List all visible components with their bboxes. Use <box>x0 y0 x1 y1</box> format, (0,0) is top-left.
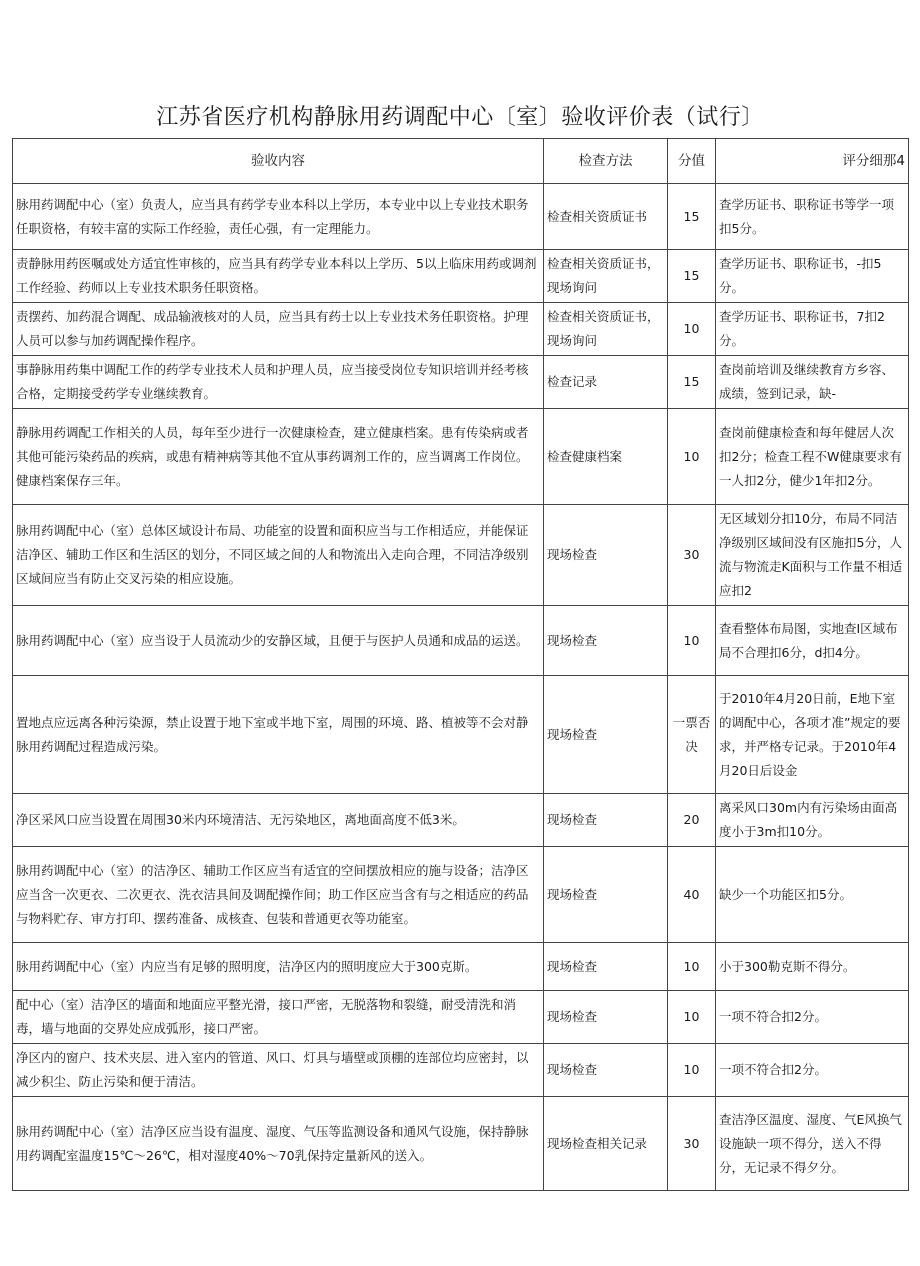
row-detail: 查岗前培训及继续教育方乡容、成绩，签到记录，缺- <box>716 356 909 409</box>
row-content: 静脉用药调配工作相关的人员，每年至少进行一次健康检查，建立健康档案。患有传染病或者其他可能污染药品的疾病，或患有精神病等其他不宜从事药调剂工作的，应当调离工作岗位。健康档案保存三年。 <box>13 409 544 505</box>
row-method: 现场检查 <box>544 676 668 794</box>
evaluation-table <box>12 138 909 1191</box>
row-method: 现场检查 <box>544 943 668 991</box>
header-method: 检查方法 <box>544 139 668 184</box>
row-detail: 一项不符合扣2分。 <box>716 991 909 1044</box>
row-score: 10 <box>668 991 716 1044</box>
row-detail: 查看整体布局图，实地查I区域布局不合理扣6分，d扣4分。 <box>716 606 909 676</box>
table-row <box>13 943 909 991</box>
row-score: 10 <box>668 943 716 991</box>
row-score: 20 <box>668 794 716 847</box>
row-content: 配中心（室）洁净区的墙面和地面应平整光滑，接口严密，无脱落物和裂缝，耐受清洗和消毒，墙与地面的交界处应成弧形，接口严密。 <box>13 991 544 1044</box>
row-content: 脉用药调配中心（室）负责人，应当具有药学专业本科以上学历，本专业中以上专业技术职务任职资格，有较丰富的实际工作经验，责任心强，有一定理能力。 <box>13 184 544 250</box>
table-row <box>13 794 909 847</box>
row-method: 现场检查相关记录 <box>544 1097 668 1191</box>
table-row <box>13 356 909 409</box>
row-score: 10 <box>668 303 716 356</box>
row-score: 15 <box>668 250 716 303</box>
row-method: 检查健康档案 <box>544 409 668 505</box>
table-row <box>13 409 909 505</box>
row-method: 现场检查 <box>544 847 668 943</box>
row-method: 检查记录 <box>544 356 668 409</box>
row-method: 检查相关资质证书，现场询问 <box>544 250 668 303</box>
row-method: 现场检查 <box>544 505 668 606</box>
row-score: 30 <box>668 505 716 606</box>
row-detail: 小于300勒克斯不得分。 <box>716 943 909 991</box>
row-method: 现场检查 <box>544 1044 668 1097</box>
row-content: 脉用药调配中心（室）洁净区应当设有温度、湿度、气压等监测设备和通风气设施，保持静脉用药调配室温度15℃～26℃，相对湿度40%～70乳保持定量新风的送入。 <box>13 1097 544 1191</box>
table-row <box>13 184 909 250</box>
row-detail: 一项不符合扣2分。 <box>716 1044 909 1097</box>
row-content: 脉用药调配中心（室）应当设于人员流动少的安静区域，且便于与医护人员通和成品的运送。 <box>13 606 544 676</box>
row-score: 一票否决 <box>668 676 716 794</box>
row-detail: 于2010年4月20日前，E地下室的调配中心，各项才准”规定的要求，并严格专记录。于2010年4月20日后设金 <box>716 676 909 794</box>
row-method: 现场检查 <box>544 991 668 1044</box>
row-detail: 查学历证书、职称证书，-扣5分。 <box>716 250 909 303</box>
row-score: 30 <box>668 1097 716 1191</box>
table-header-row <box>13 139 909 184</box>
row-detail: 离采风口30m内有污染场由面高度小于3m扣10分。 <box>716 794 909 847</box>
row-detail: 无区域划分扣10分，布局不同洁净级别区域间没有区施扣5分，人流与物流走K面积与工作量不相适应扣2 <box>716 505 909 606</box>
row-content: 事静脉用药集中调配工作的药学专业技术人员和护理人员，应当接受岗位专知识培训并经考核合格，定期接受药学专业继续教育。 <box>13 356 544 409</box>
row-method: 检查相关资质证书，现场询问 <box>544 303 668 356</box>
row-detail: 查学历证书、职称证书，7扣2分。 <box>716 303 909 356</box>
row-detail: 查学历证书、职称证书等学一项扣5分。 <box>716 184 909 250</box>
header-content: 验收内容 <box>13 139 544 184</box>
row-content: 责静脉用药医嘱或处方适宜性审核的，应当具有药学专业本科以上学历、5以上临床用药或调剂工作经验、药师以上专业技术职务任职资格。 <box>13 250 544 303</box>
row-method: 现场检查 <box>544 794 668 847</box>
table-row <box>13 847 909 943</box>
row-method: 现场检查 <box>544 606 668 676</box>
row-score: 10 <box>668 606 716 676</box>
row-content: 置地点应远离各种污染源，禁止设置于地下室或半地下室，周围的环境、路、植被等不会对静脉用药调配过程造成污染。 <box>13 676 544 794</box>
row-content: 脉用药调配中心（室）总体区域设计布局、功能室的设置和面积应当与工作相适应，并能保证洁净区、辅助工作区和生活区的划分，不同区域之间的人和物流出入走向合理，不同洁净级别区域间应当有防止交叉污染的相应设施。 <box>13 505 544 606</box>
row-detail: 缺少一个功能区扣5分。 <box>716 847 909 943</box>
table-row <box>13 303 909 356</box>
row-content: 责摆药、加药混合调配、成品输液核对的人员，应当具有药士以上专业技术务任职资格。护理人员可以参与加药调配操作程序。 <box>13 303 544 356</box>
header-score: 分值 <box>668 139 716 184</box>
row-method: 检查相关资质证书 <box>544 184 668 250</box>
row-detail: 查洁净区温度、湿度、气E风换气设施缺一项不得分，送入不得分，无记录不得夕分。 <box>716 1097 909 1191</box>
row-content: 脉用药调配中心（室）的洁净区、辅助工作区应当有适宜的空间摆放相应的施与设备；洁净区应当含一次更衣、二次更衣、洗衣洁具间及调配操作间；助工作区应当含有与之相适应的药品与物料贮存、审方打印、摆药准备、成核查、包装和普通更衣等功能室。 <box>13 847 544 943</box>
row-detail: 查岗前健康检查和每年健居人次扣2分；检查工程不W健康要求有一人扣2分，健少1年扣2分。 <box>716 409 909 505</box>
row-score: 15 <box>668 356 716 409</box>
table-row <box>13 1097 909 1191</box>
table-row <box>13 1044 909 1097</box>
row-content: 脉用药调配中心（室）内应当有足够的照明度，洁净区内的照明度应大于300克斯。 <box>13 943 544 991</box>
page-title: 江苏省医疗机构静脉用药调配中心〔室〕验收评价表（试行〕 <box>156 105 764 130</box>
row-score: 15 <box>668 184 716 250</box>
row-content: 净区采风口应当设置在周围30米内环境清洁、无污染地区，离地面高度不低3米。 <box>13 794 544 847</box>
row-score: 40 <box>668 847 716 943</box>
table-row <box>13 676 909 794</box>
table-row <box>13 991 909 1044</box>
row-score: 10 <box>668 1044 716 1097</box>
header-detail: 评分细那4 <box>716 139 909 184</box>
table-row <box>13 250 909 303</box>
row-score: 10 <box>668 409 716 505</box>
table-row <box>13 505 909 606</box>
row-content: 净区内的窗户、技术夹层、进入室内的管道、风口、灯具与墙壁或顶棚的连部位均应密封，以减少积尘、防止污染和便于清洁。 <box>13 1044 544 1097</box>
table-row <box>13 606 909 676</box>
